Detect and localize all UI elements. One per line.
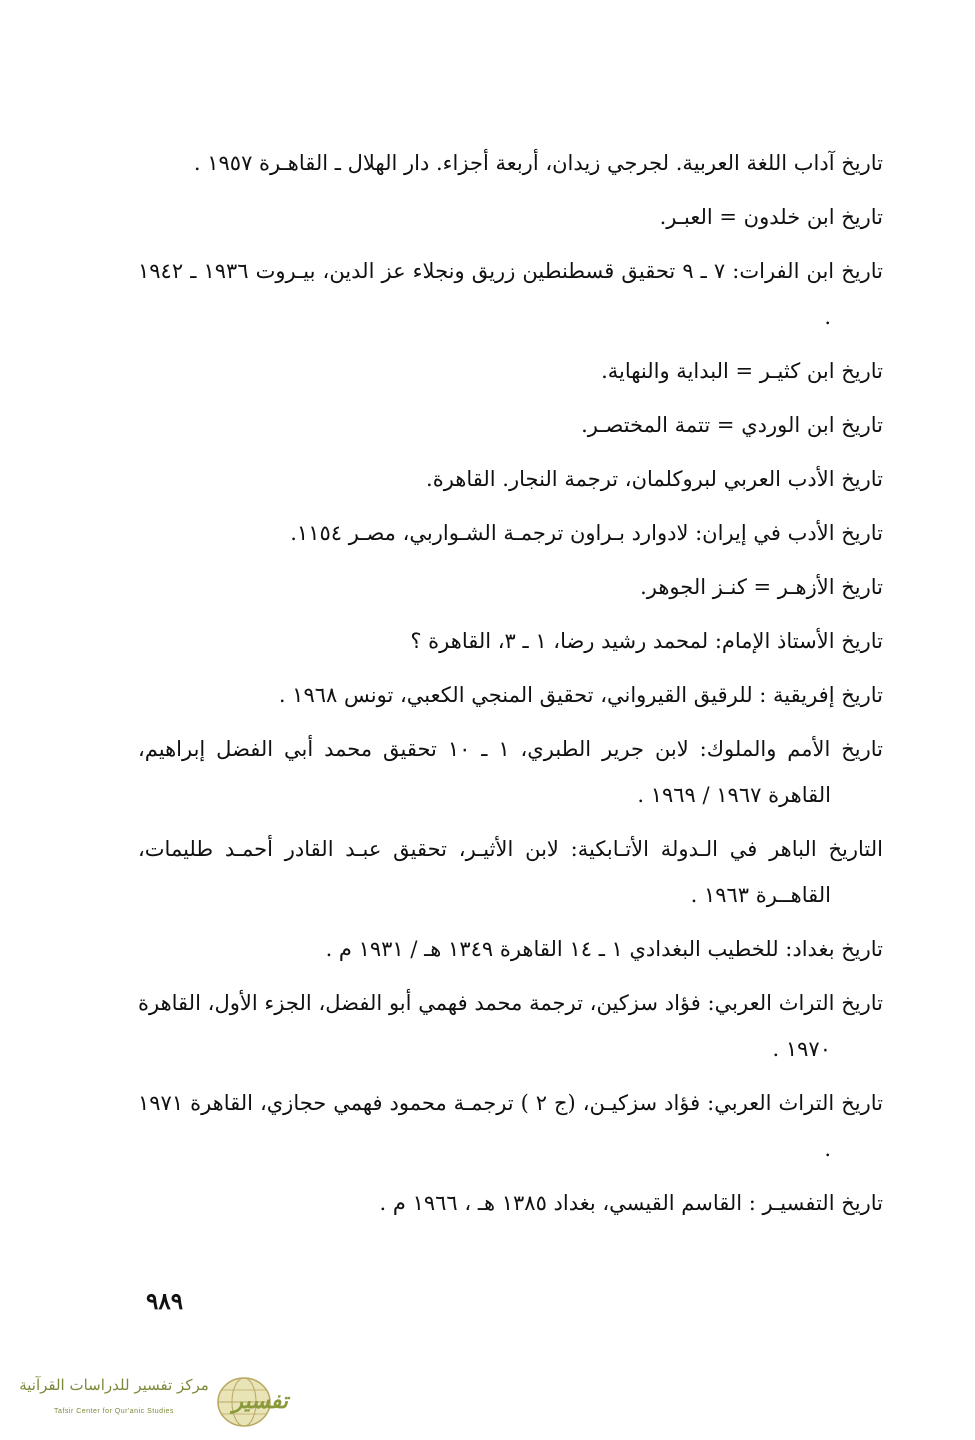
bibliography-entry: تاريخ ابن الفرات: ٧ ـ ٩ تحقيق قسطنطين زريق ونجلاء عز الدين، بيـروت ١٩٣٦ ـ ١٩٤٢ . xyxy=(138,259,883,329)
page-number: ٩٨٩ xyxy=(146,1288,184,1315)
bibliography-entry: تاريخ الأمم والملوك: لابن جرير الطبري، ١ ـ ١٠ تحقيق محمد أبي الفضل إبراهيم، القاهرة ١٩٦٧ / ١٩٦٩ . xyxy=(138,737,883,807)
bibliography-entry: تاريخ بغداد: للخطيب البغدادي ١ ـ ١٤ القاهرة ١٣٤٩ هـ / ١٩٣١ م . xyxy=(325,937,883,961)
bibliography-entry: تاريخ ابن كثيـر = البداية والنهاية. xyxy=(601,359,883,383)
tafsir-center-logo xyxy=(18,1372,290,1430)
bibliography-entry: تاريخ إفريقية : للرقيق القيرواني، تحقيق المنجي الكعبي، تونس ١٩٦٨ . xyxy=(278,683,883,707)
bibliography-entry: التاريخ الباهر في الـدولة الأتـابكية: لابن الأثيـر، تحقيق عبـد القادر أحمـد طليمات، القاهــرة ١٩٦٣ . xyxy=(138,837,883,907)
bibliography-entry: تاريخ التراث العربي: فؤاد سزكيـن، (ج ٢ ) ترجمـة محمود فهمي حجازي، القاهرة ١٩٧١ . xyxy=(138,1091,883,1161)
bibliography-entry: تاريخ الأدب في إيران: لادوارد بـراون ترجمـة الشـواربي، مصـر ١١٥٤. xyxy=(290,521,883,545)
logo-subtitle: Tafsir Center for Qur'anic Studies xyxy=(54,1408,174,1415)
bibliography-entry: تاريخ التراث العربي: فؤاد سزكين، ترجمة محمد فهمي أبو الفضل، الجزء الأول، القاهرة ١٩٧٠ . xyxy=(138,991,883,1061)
bibliography-entry: تاريخ الأزهـر = كنـز الجوهر. xyxy=(640,575,883,599)
bibliography-entry: تاريخ آداب اللغة العربية. لجرجي زيدان، أربعة أجزاء. دار الهلال ـ القاهـرة ١٩٥٧ . xyxy=(193,151,883,175)
bibliography-list xyxy=(138,140,883,1234)
bibliography-entry: تاريخ التفسيـر : القاسم القيسي، بغداد ١٣٨٥ هـ ، ١٩٦٦ م . xyxy=(379,1191,883,1215)
bibliography-entry: تاريخ الأدب العربي لبروكلمان، ترجمة النجار. القاهرة. xyxy=(426,467,883,491)
bibliography-entry: تاريخ ابن الوردي = تتمة المختصـر. xyxy=(581,413,883,437)
bibliography-entry: تاريخ الأستاذ الإمام: لمحمد رشيد رضا، ١ ـ ٣، القاهرة ؟ xyxy=(410,629,883,653)
bibliography-entry: تاريخ ابن خلدون = العبـر. xyxy=(659,205,883,229)
logo-title: مركز تفسير للدراسات القرآنية xyxy=(19,1376,209,1394)
logo-word: تفسير xyxy=(232,1388,288,1414)
